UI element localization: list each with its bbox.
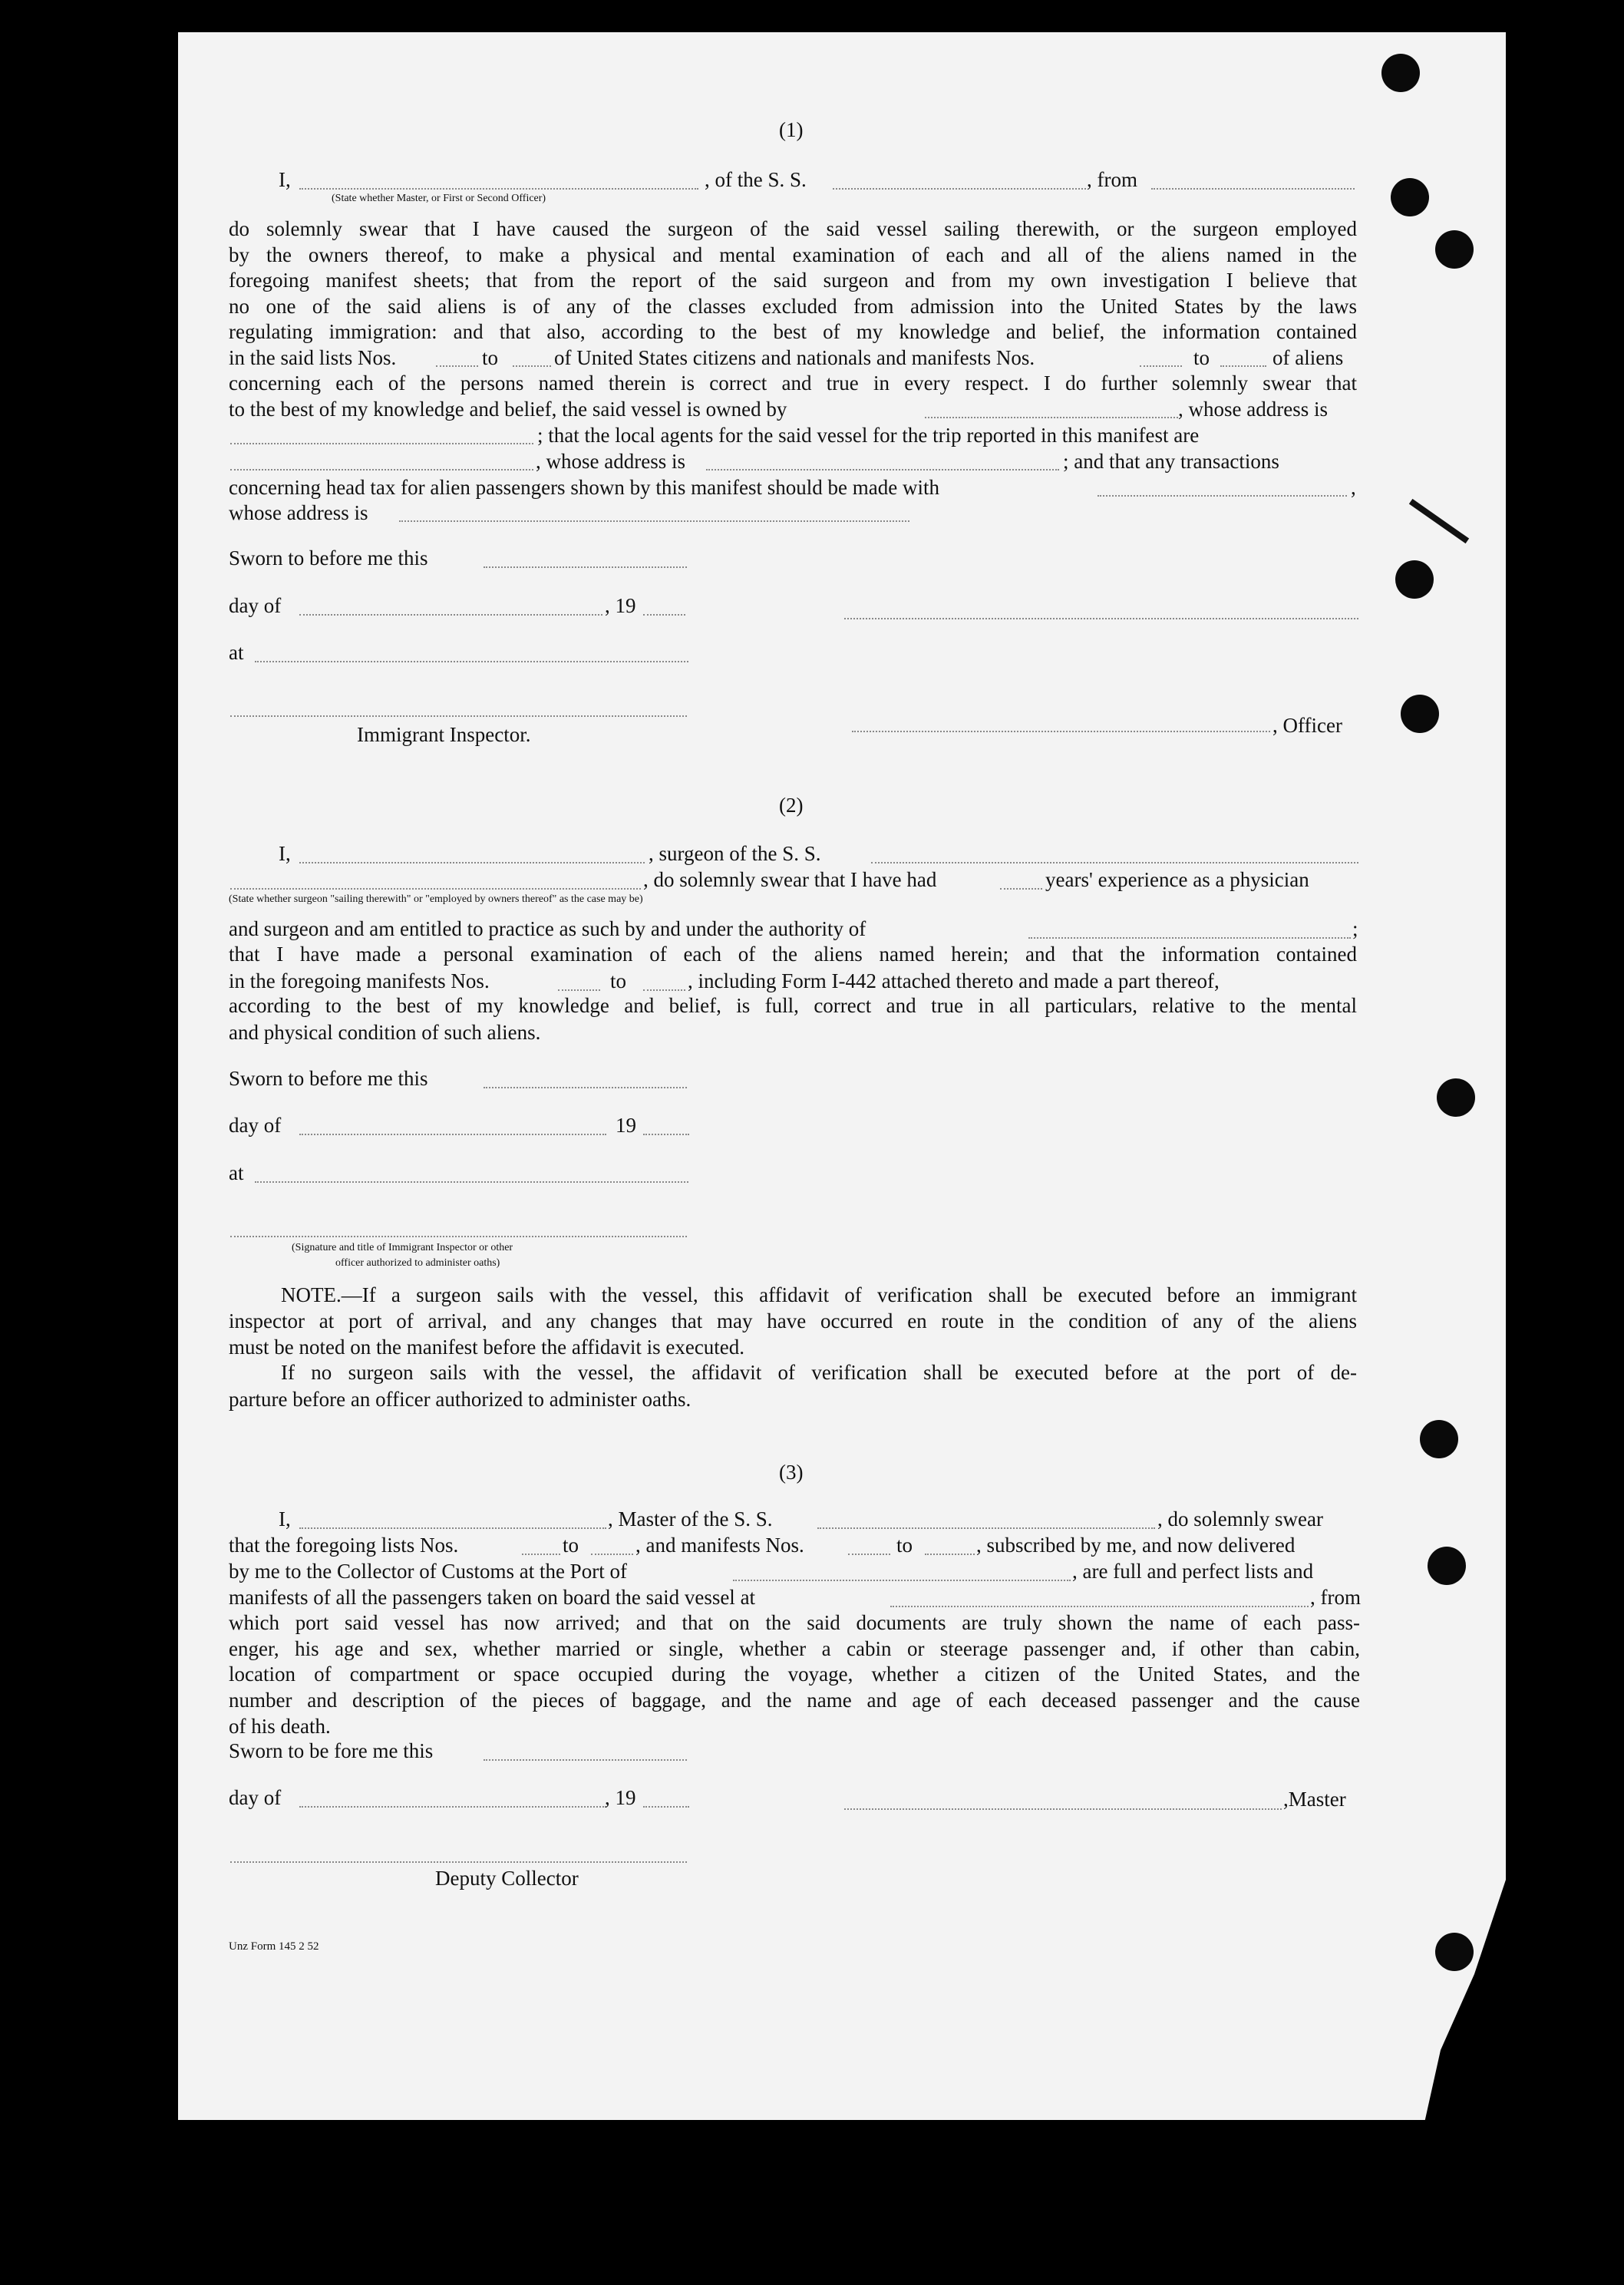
owned-by-label: to the best of my knowledge and belief, the said vessel is owned by bbox=[229, 398, 787, 421]
note-paragraph-2 bbox=[229, 1360, 1357, 1386]
section-number: (1) bbox=[779, 118, 804, 141]
sworn-day-line[interactable] bbox=[484, 1759, 687, 1761]
month-line[interactable] bbox=[299, 614, 602, 616]
year-line[interactable] bbox=[643, 1134, 689, 1135]
day-of-label: day of bbox=[229, 594, 282, 617]
master-name-line[interactable] bbox=[299, 1527, 606, 1529]
owner-address-line[interactable] bbox=[230, 443, 533, 444]
manifests-label: in the foregoing manifests Nos. bbox=[229, 969, 490, 992]
manifests-to-line[interactable] bbox=[925, 1554, 975, 1555]
oath-paragraph bbox=[229, 216, 1357, 345]
section-number: (3) bbox=[779, 1461, 804, 1484]
note-line: If no surgeon sails with the vessel, the affidavit of verification shall be executed before at the port of de- bbox=[281, 1361, 1357, 1384]
officer-signature-line[interactable] bbox=[852, 731, 1270, 732]
whose-address-label: whose address is bbox=[229, 501, 368, 524]
collector-label: by me to the Collector of Customs at the Port of bbox=[229, 1560, 627, 1583]
of-ss-label: , of the S. S. bbox=[705, 168, 807, 191]
swear-label: , do solemnly swear bbox=[1157, 1507, 1323, 1530]
officer-rank-note: (State whether Master, or First or Second Officer) bbox=[332, 193, 546, 204]
form-label: , including Form I-442 attached thereto and made a part thereof, bbox=[688, 969, 1220, 992]
oath-line: foregoing manifest sheets; that from the report of the said surgeon and from my own investigation I believe that bbox=[229, 269, 1357, 292]
place-line[interactable] bbox=[255, 661, 688, 662]
punch-hole bbox=[1437, 1078, 1475, 1117]
month-line[interactable] bbox=[299, 1134, 606, 1135]
head-tax-label: concerning head tax for alien passengers shown by this manifest should be made with bbox=[229, 476, 940, 499]
punch-hole bbox=[1420, 1420, 1458, 1458]
address-label: , whose address is bbox=[1178, 398, 1328, 421]
physician-label: years' experience as a physician bbox=[1045, 868, 1309, 891]
citizens-label: of United States citizens and nationals and manifests Nos. bbox=[554, 346, 1035, 369]
surgeon-paragraph-cont bbox=[229, 993, 1357, 1019]
inspector-signature-line[interactable] bbox=[230, 715, 687, 717]
note-line: must be noted on the manifest before the affidavit is executed. bbox=[229, 1336, 745, 1359]
vessel-name-line[interactable] bbox=[833, 188, 1086, 190]
oath-line: no one of the said aliens is of any of the classes excluded from admission into the United States by the laws bbox=[229, 294, 1357, 318]
year-label: 19 bbox=[616, 1114, 636, 1137]
manifests-from-line[interactable] bbox=[558, 989, 600, 991]
aliens-label: of aliens bbox=[1272, 346, 1344, 369]
sworn-label: Sworn to before me this bbox=[229, 1067, 428, 1090]
year-line[interactable] bbox=[643, 1806, 689, 1808]
surgeon-line: that I have made a personal examination of each of the aliens named herein; and that the information contained bbox=[229, 943, 1357, 966]
master-line: number and description of the pieces of baggage, and the name and age of each deceased passenger and the cause bbox=[229, 1688, 1360, 1712]
to-label: to bbox=[1193, 346, 1210, 369]
i-label: I, bbox=[279, 1507, 291, 1530]
to-label: to bbox=[563, 1534, 579, 1557]
sworn-day-line[interactable] bbox=[484, 1087, 687, 1088]
section-number: (2) bbox=[779, 794, 804, 817]
signature-note: (Signature and title of Immigrant Inspector or other bbox=[292, 1242, 513, 1253]
surgeon-line-last: and physical condition of such aliens. bbox=[229, 1021, 541, 1044]
master-of-label: , Master of the S. S. bbox=[608, 1507, 773, 1530]
note-line: parture before an officer authorized to administer oaths. bbox=[229, 1388, 692, 1411]
surgeon-status-note: (State whether surgeon "sailing therewith" or "employed by owners thereof" as the case may be) bbox=[229, 893, 643, 905]
vessel-name-line[interactable] bbox=[871, 862, 1358, 863]
agents-line[interactable] bbox=[230, 469, 533, 471]
note-line: inspector at port of arrival, and any changes that may have occurred en route in the condition of any of the aliens bbox=[229, 1309, 1357, 1332]
punch-hole bbox=[1435, 230, 1474, 269]
transactions-label: ; and that any transactions bbox=[1063, 450, 1279, 473]
manifests-to-line[interactable] bbox=[1220, 365, 1266, 367]
years-line[interactable] bbox=[1000, 888, 1042, 890]
to-label: to bbox=[482, 346, 499, 369]
oath-line: by the owners thereof, to make a physical and mental examination of each and all of the aliens named in the bbox=[229, 243, 1357, 266]
master-paragraph bbox=[229, 1610, 1360, 1713]
lists-label: that the foregoing lists Nos. bbox=[229, 1534, 459, 1557]
punch-hole bbox=[1395, 560, 1434, 599]
master-line-last: of his death. bbox=[229, 1715, 331, 1738]
from-label: , from bbox=[1310, 1586, 1361, 1609]
passengers-label: manifests of all the passengers taken on board the said vessel at bbox=[229, 1586, 756, 1609]
manifests-to-line[interactable] bbox=[643, 989, 685, 991]
lists-label: in the said lists Nos. bbox=[229, 346, 397, 369]
at-label: at bbox=[229, 1161, 244, 1184]
experience-label: , do solemnly swear that I have had bbox=[643, 868, 937, 891]
year-label: , 19 bbox=[605, 594, 636, 617]
punch-hole bbox=[1381, 54, 1420, 92]
sworn-day-line[interactable] bbox=[484, 566, 687, 568]
departure-port-line[interactable] bbox=[890, 1606, 1309, 1607]
sworn-label: Sworn to before me this bbox=[229, 546, 428, 570]
authority-label: and surgeon and am entitled to practice as such by and under the authority of bbox=[229, 917, 866, 940]
signature-note: officer authorized to administer oaths) bbox=[335, 1257, 500, 1269]
punch-hole bbox=[1428, 1547, 1466, 1585]
local-agents-label: ; that the local agents for the said vessel for the trip reported in this manifest are bbox=[537, 424, 1200, 447]
master-label: ,Master bbox=[1283, 1788, 1346, 1811]
surgeon-name-line[interactable] bbox=[299, 862, 645, 863]
subscribed-label: , subscribed by me, and now delivered bbox=[976, 1534, 1296, 1557]
surgeon-line: according to the best of my knowledge and belief, is full, correct and true in all particulars, relative to the mental bbox=[229, 994, 1357, 1017]
vessel-name-line[interactable] bbox=[817, 1527, 1155, 1529]
lists-to-line[interactable] bbox=[513, 365, 551, 367]
owner-line[interactable] bbox=[925, 417, 1178, 418]
inspector-label: Immigrant Inspector. bbox=[357, 723, 531, 746]
at-label: at bbox=[229, 641, 244, 664]
lists-from-line[interactable] bbox=[522, 1554, 560, 1555]
punch-hole bbox=[1401, 695, 1439, 733]
agent-address-line[interactable] bbox=[706, 469, 1059, 471]
agent-address-label: , whose address is bbox=[536, 450, 685, 473]
surgeon-paragraph bbox=[229, 942, 1357, 968]
deputy-collector-label: Deputy Collector bbox=[435, 1867, 579, 1890]
head-tax-address-line[interactable] bbox=[399, 520, 909, 522]
form-number: Unz Form 145 2 52 bbox=[229, 1940, 319, 1953]
lists-from-line[interactable] bbox=[436, 365, 478, 367]
master-line: location of compartment or space occupied during the voyage, whether a citizen of the United States, and the bbox=[229, 1663, 1360, 1686]
note-paragraph bbox=[229, 1283, 1357, 1334]
from-label: , from bbox=[1087, 168, 1137, 191]
month-line[interactable] bbox=[299, 1806, 606, 1808]
surgeon-status-line[interactable] bbox=[230, 888, 641, 890]
head-tax-line[interactable] bbox=[1098, 495, 1347, 497]
lists-to-line[interactable] bbox=[591, 1554, 633, 1555]
master-line: which port said vessel has now arrived; and that on the said documents are truly shown the name of each pass- bbox=[229, 1611, 1360, 1634]
collector-signature-line[interactable] bbox=[230, 1861, 687, 1863]
year-line[interactable] bbox=[643, 614, 685, 616]
inspector-signature-line[interactable] bbox=[230, 1236, 687, 1237]
to-label: to bbox=[610, 969, 627, 992]
oath-line: concerning each of the persons named therein is correct and true in every respect. I do further solemnly swear that bbox=[229, 371, 1357, 395]
note-line: NOTE.—If a surgeon sails with the vessel, this affidavit of verification shall be executed before an immigrant bbox=[281, 1283, 1357, 1306]
day-of-label: day of bbox=[229, 1114, 282, 1137]
comma: , bbox=[1351, 476, 1356, 499]
officer-name-line[interactable] bbox=[299, 188, 698, 190]
master-line: enger, his age and sex, whether married or single, whether a cabin or steerage passenger and, if other than cabin, bbox=[229, 1636, 1360, 1660]
perfect-lists-label: , are full and perfect lists and bbox=[1072, 1560, 1314, 1583]
signature-line[interactable] bbox=[844, 618, 1358, 619]
oath-line: regulating immigration: and that also, according to the best of my knowledge and belief, the information contained bbox=[229, 320, 1357, 343]
manifests-from-line[interactable] bbox=[848, 1554, 890, 1555]
punch-hole bbox=[1391, 178, 1429, 216]
punch-hole bbox=[1435, 1933, 1474, 1971]
semicolon: ; bbox=[1352, 917, 1358, 940]
sworn-label: Sworn to be fore me this bbox=[229, 1739, 434, 1762]
place-line[interactable] bbox=[255, 1181, 688, 1183]
i-label: I, bbox=[279, 842, 291, 865]
authority-line[interactable] bbox=[1028, 937, 1351, 939]
year-label: , 19 bbox=[605, 1786, 636, 1809]
oath-paragraph-cont bbox=[229, 371, 1357, 397]
manifests-label: , and manifests Nos. bbox=[635, 1534, 804, 1557]
master-signature-line[interactable] bbox=[844, 1808, 1282, 1810]
from-port-line[interactable] bbox=[1151, 188, 1355, 190]
surgeon-of-label: , surgeon of the S. S. bbox=[649, 842, 821, 865]
to-label: to bbox=[896, 1534, 913, 1557]
i-label: I, bbox=[279, 168, 291, 191]
port-line[interactable] bbox=[733, 1580, 1071, 1581]
manifests-from-line[interactable] bbox=[1140, 365, 1182, 367]
officer-label: , Officer bbox=[1272, 714, 1342, 737]
day-of-label: day of bbox=[229, 1786, 282, 1809]
oath-line: do solemnly swear that I have caused the surgeon of the said vessel sailing therewith, or the surgeon employed bbox=[229, 217, 1357, 240]
